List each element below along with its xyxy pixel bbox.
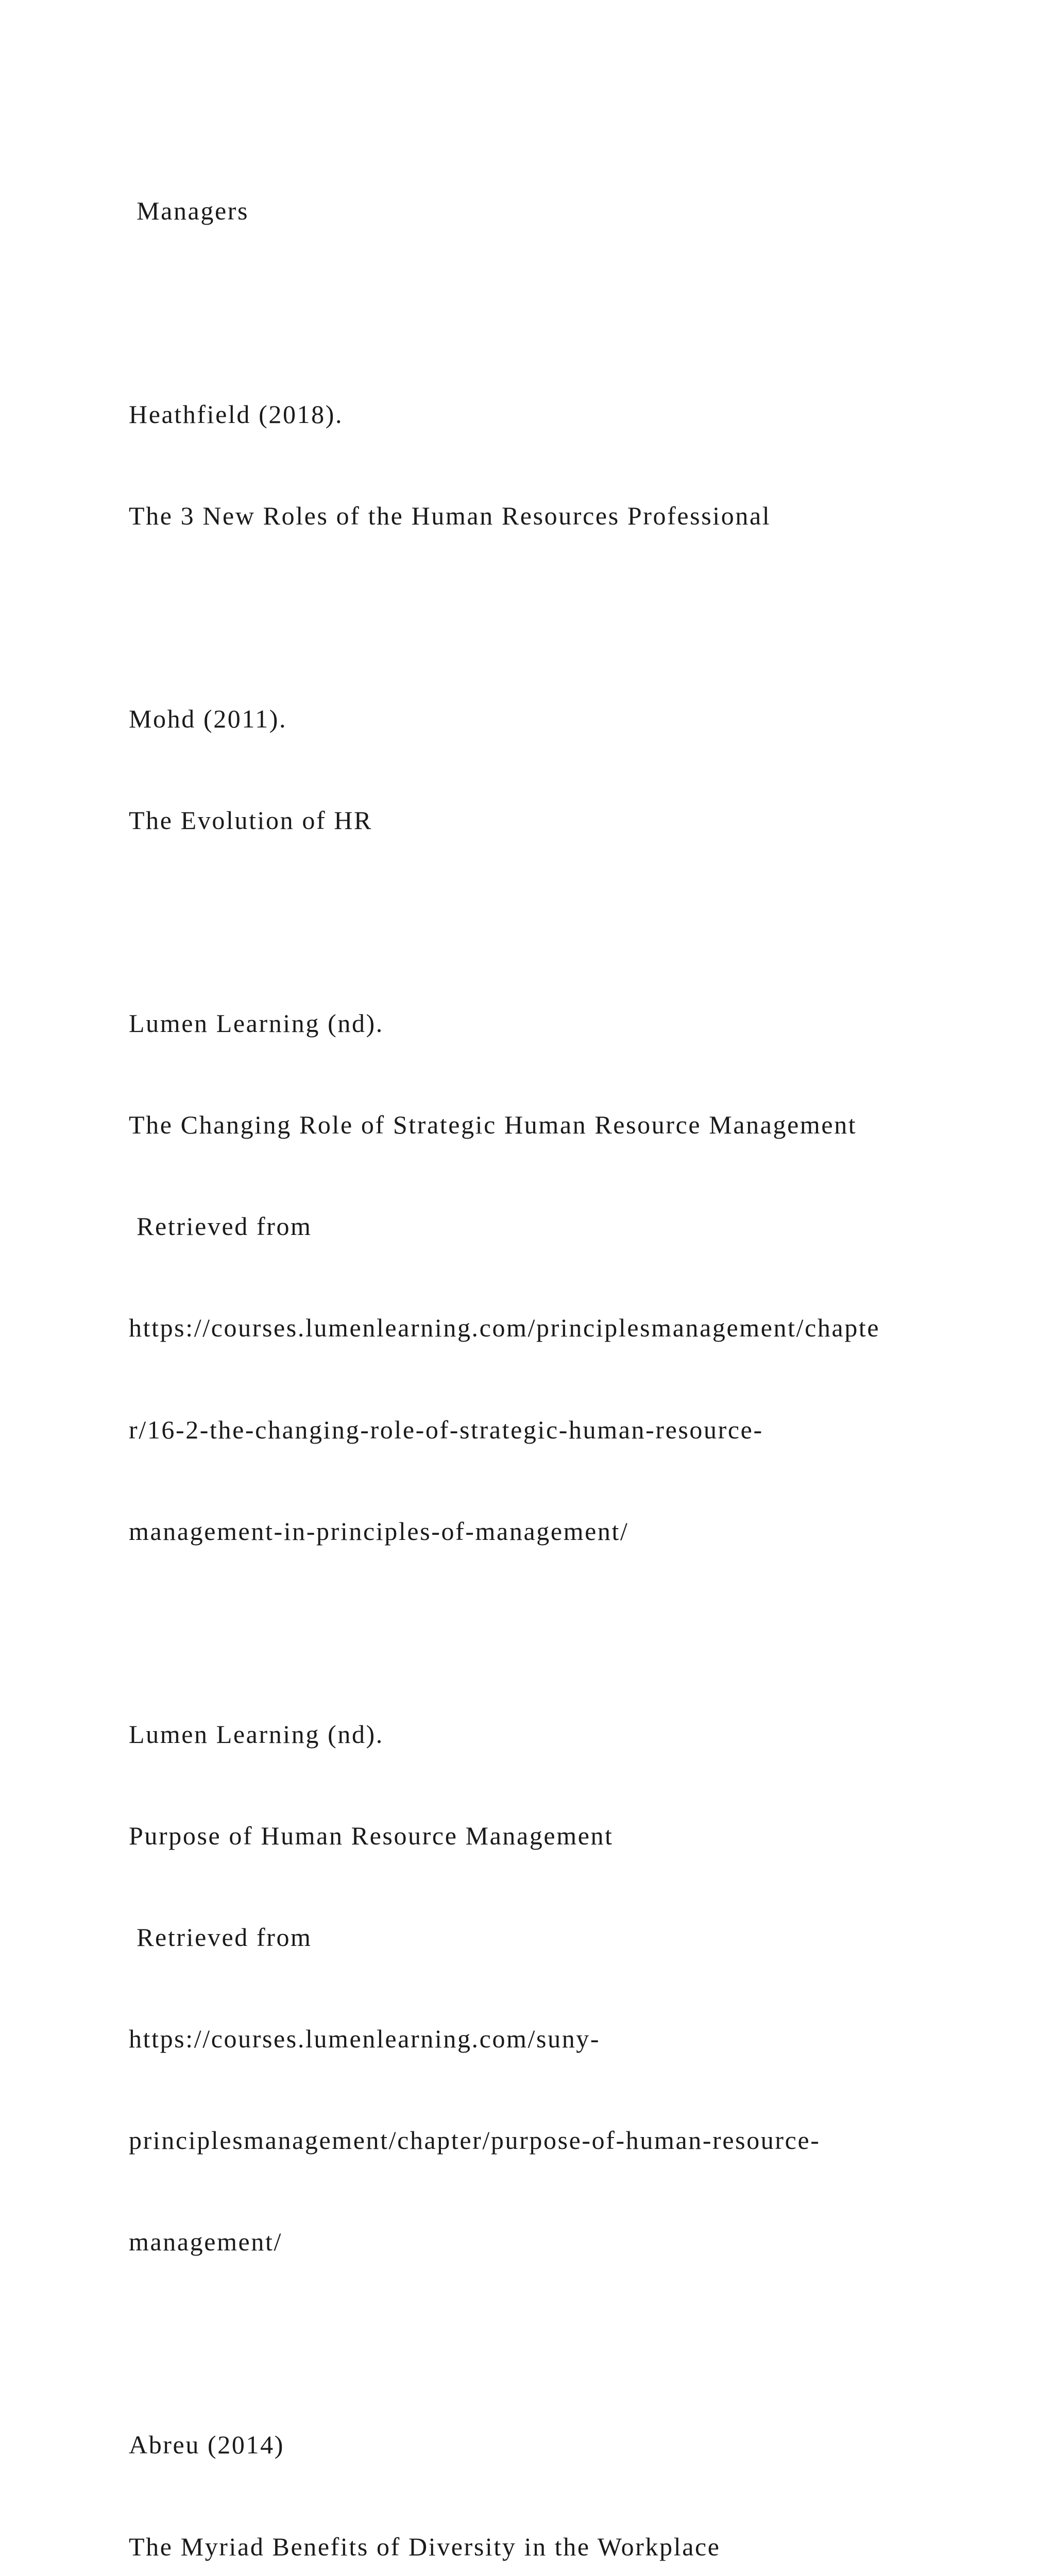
text-line: Abreu (2014)	[129, 2430, 284, 2460]
url-line: management/	[129, 2227, 282, 2257]
blank-line	[129, 905, 1025, 939]
url-line: https://courses.lumenlearning.com/principlesmanagement/chapte	[129, 1313, 880, 1343]
url-line: https://courses.lumenlearning.com/suny-	[129, 2024, 601, 2054]
text-line: Retrieved from	[129, 1923, 312, 1952]
text-line: Heathfield (2018).	[129, 399, 344, 429]
text-line: The Evolution of HR	[129, 805, 372, 835]
blank-line	[129, 601, 1025, 635]
blank-line	[129, 2327, 1025, 2361]
text-line: Managers	[129, 196, 249, 226]
text-line: The Changing Role of Strategic Human Resource Management	[129, 1110, 857, 1140]
text-line: Mohd (2011).	[129, 704, 287, 733]
blank-line	[129, 1616, 1025, 1650]
url-line: r/16-2-the-changing-role-of-strategic-human-resource-	[129, 1415, 763, 1444]
text-line: Retrieved from	[129, 1212, 312, 1241]
text-line: Lumen Learning (nd).	[129, 1719, 384, 1749]
text-line: The 3 New Roles of the Human Resources Professional	[129, 501, 771, 530]
text-line: Lumen Learning (nd).	[129, 1009, 384, 1038]
text-line: The Myriad Benefits of Diversity in the Workplace	[129, 2532, 721, 2561]
text-line: Purpose of Human Resource Management	[129, 1821, 614, 1850]
url-line: principlesmanagement/chapter/purpose-of-human-resource-	[129, 2126, 821, 2155]
blank-line	[129, 296, 1025, 330]
url-line: management-in-principles-of-management/	[129, 1516, 629, 1546]
reference-list	[129, 127, 1025, 2576]
